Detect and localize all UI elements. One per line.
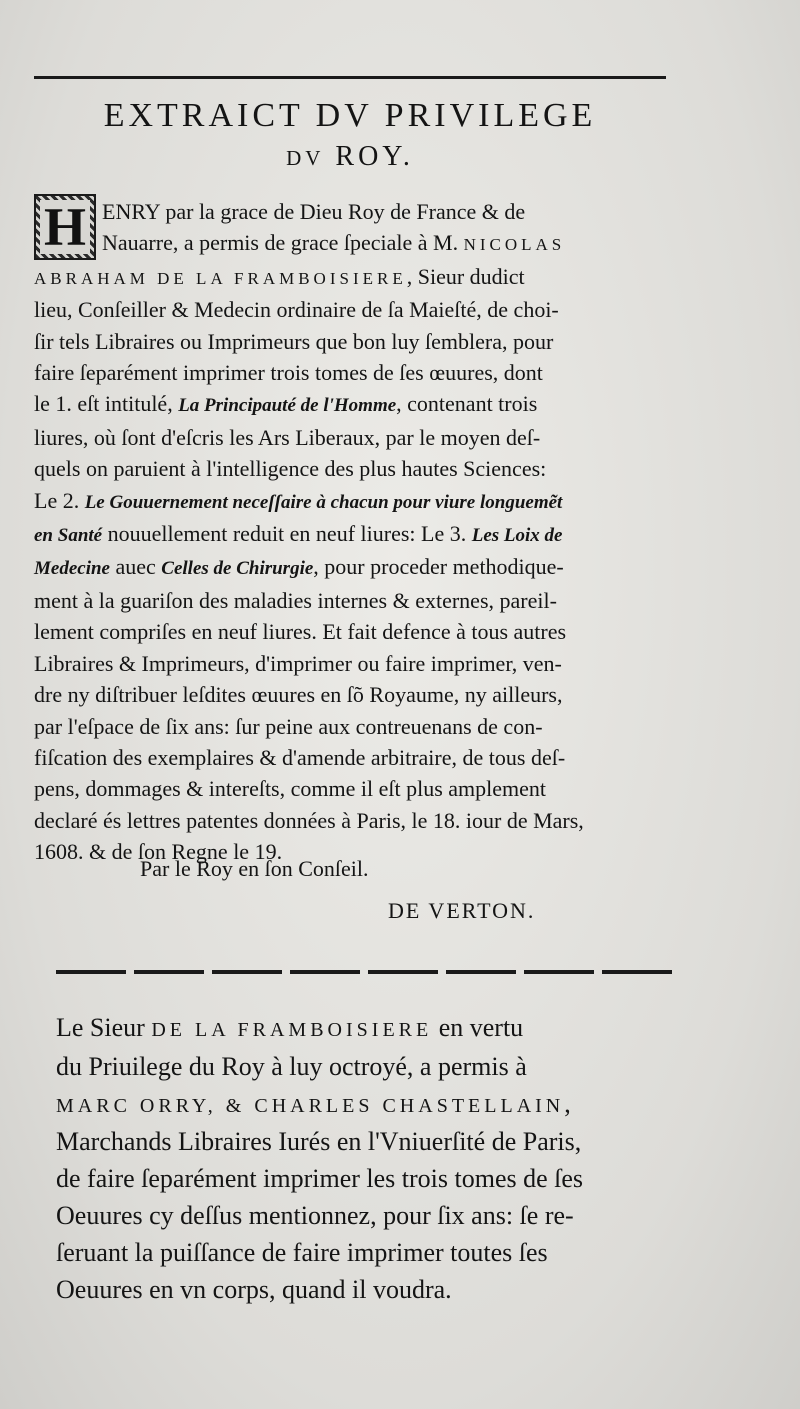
privilege-line (34, 518, 674, 551)
privilege-line (34, 711, 674, 742)
section-divider (56, 970, 672, 974)
privilege-line (34, 805, 674, 836)
privilege-line (34, 227, 674, 260)
privilege-line (34, 388, 674, 421)
small-caps-run: DE LA FRAMBOISIERE (151, 1019, 433, 1041)
text-run: Oeuures cy deſſus mentionnez, pour ſix ans: ſe re- (56, 1200, 574, 1230)
text-run: 1608. & de ſon Regne le 19. (34, 839, 283, 865)
privilege-line (34, 261, 674, 294)
permission-line (56, 1086, 686, 1125)
text-run: Le Sieur (56, 1013, 152, 1042)
text-run: Le 2. (34, 487, 85, 513)
text-run: du Priuilege du Roy à luy octroyé, a permis à (56, 1051, 527, 1081)
italic-run: Le Gouuernement neceſſaire à chacun pour viure longuemẽt (84, 491, 563, 513)
privilege-line (34, 742, 674, 773)
by-order-line: Par le Roy en ſon Conſeil. (140, 856, 369, 881)
privilege-line (34, 357, 674, 388)
text-run: de faire ſeparément imprimer les trois tomes de ſes (56, 1164, 584, 1194)
permission-line (56, 1010, 686, 1049)
privilege-line (34, 422, 674, 453)
text-run: , (564, 1088, 571, 1118)
permission-line (56, 1161, 686, 1198)
privilege-line (34, 679, 674, 710)
text-run: pens, dommages & intereſts, comme il eſt plus amplement (34, 776, 547, 802)
dropcap-letter: H (40, 200, 90, 254)
signature: DE VERTON. (388, 898, 536, 923)
privilege-line (34, 648, 674, 679)
text-run: lement compriſes en neuf liures. Et fait defence à tous autres (34, 619, 567, 645)
italic-run: en Santé (34, 525, 103, 547)
permission-line (56, 1049, 686, 1086)
privilege-line (34, 551, 674, 584)
page-title: EXTRAICT DV PRIVILEGE (103, 97, 597, 134)
text-run: par l'eſpace de ſix ans: ſur peine aux contreuenans de con- (34, 713, 543, 739)
privilege-line (34, 585, 674, 616)
small-caps-run: MARC ORRY, & CHARLES CHASTELLAIN (56, 1094, 565, 1117)
text-run: Nauarre, a permis de grace ſpeciale à M. (102, 230, 464, 256)
privilege-line (34, 196, 674, 227)
permission-line (56, 1235, 686, 1272)
permission-line (56, 1198, 686, 1235)
text-run: fiſcation des exemplaires & d'amende arbitraire, de tous deſ- (34, 744, 566, 770)
italic-run: La Principauté de l'Homme (178, 395, 397, 417)
text-run: , Sieur dudict (406, 263, 525, 289)
italic-run: Les Loix de (471, 525, 563, 547)
text-run: quels on paruient à l'intelligence des plus hautes Sciences: (34, 456, 547, 482)
text-run: Marchands Libraires Iurés en l'Vniuerſité de Paris, (56, 1127, 582, 1157)
privilege-line (34, 326, 674, 357)
text-run: auec (109, 554, 162, 580)
permission-text (56, 1010, 686, 1308)
page-subtitle (0, 140, 700, 175)
text-run: ſeruant la puiſſance de faire imprimer toutes ſes (56, 1237, 548, 1267)
subtitle-prefix: DV (286, 146, 325, 170)
italic-run: Celles de Chirurgie (161, 558, 314, 580)
small-caps-run: NICOLAS (463, 235, 566, 255)
privilege-line (34, 453, 674, 484)
text-run: declaré és lettres patentes données à Paris, le 18. iour de Mars, (34, 807, 584, 833)
small-caps-run: ABRAHAM DE LA FRAMBOISIERE (34, 268, 407, 288)
privilege-line (34, 294, 674, 325)
text-run: , contenant trois (396, 391, 538, 417)
permission-line (56, 1124, 686, 1161)
text-run: liures, où ſont d'eſcris les Ars Liberaux, par le moyen deſ- (34, 424, 541, 450)
privilege-text (34, 196, 674, 868)
privilege-line (34, 485, 674, 518)
privilege-line (34, 616, 674, 647)
top-rule (34, 76, 666, 79)
text-run: Oeuures en vn corps, quand il voudra. (56, 1274, 452, 1304)
subtitle-rest: ROY. (324, 141, 414, 172)
privilege-line (34, 773, 674, 804)
text-run: ENRY par la grace de Dieu Roy de France & de (102, 199, 526, 224)
text-run: Libraires & Imprimeurs, d'imprimer ou faire imprimer, ven- (34, 650, 562, 676)
italic-run: Medecine (34, 558, 110, 580)
text-run: dre ny diſtribuer leſdites œuures en ſõ Royaume, ny ailleurs, (34, 682, 563, 708)
text-run: lieu, Conſeiller & Medecin ordinaire de ſa Maieſté, de choi- (34, 297, 559, 323)
text-run: ment à la guariſon des maladies internes & externes, pareil- (34, 587, 557, 613)
text-run: en vertu (432, 1013, 524, 1042)
permission-line (56, 1272, 686, 1309)
text-run: le 1. eſt intitulé, (34, 391, 179, 417)
text-run: ſir tels Libraires ou Imprimeurs que bon luy ſemblera, pour (34, 328, 554, 354)
text-run: nouuellement reduit en neuf liures: Le 3. (102, 521, 472, 547)
text-run: faire ſeparément imprimer trois tomes de ſes œuures, dont (34, 360, 543, 386)
text-run: , pour proceder methodique- (313, 554, 564, 580)
